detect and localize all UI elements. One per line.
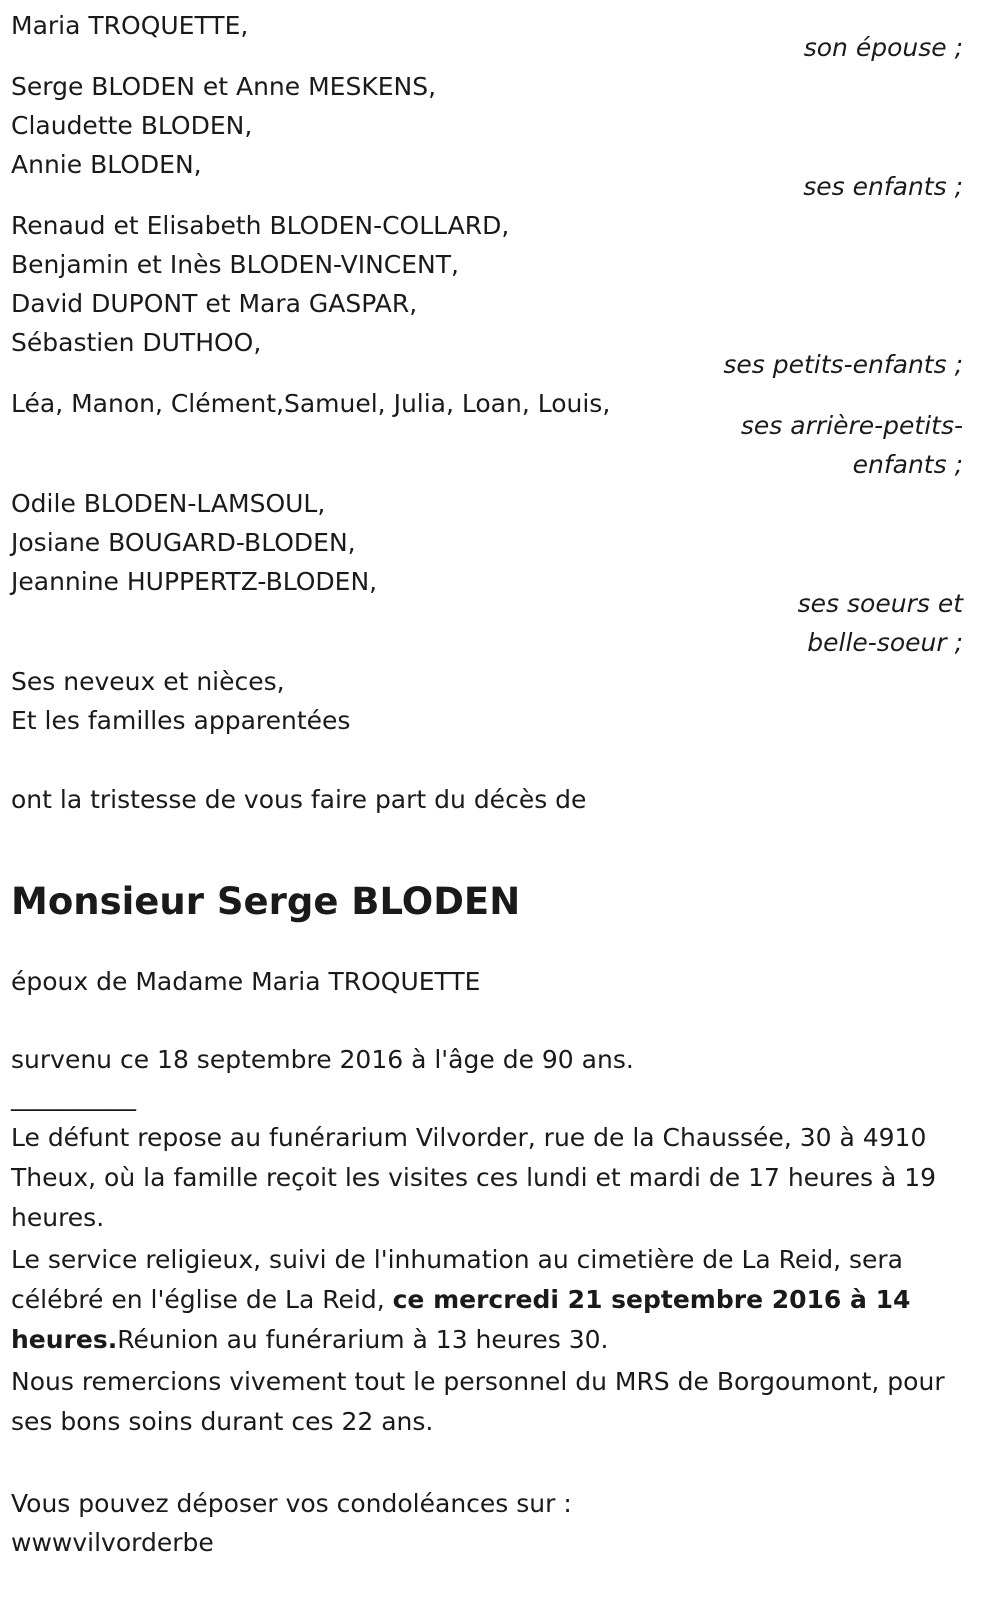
grandchild-name: Sébastien DUTHOO, bbox=[11, 328, 262, 357]
sisters-role-line1: ses soeurs et bbox=[797, 589, 963, 618]
service-paragraph bbox=[11, 1240, 986, 1360]
condolences-label: Vous pouvez déposer vos condoléances sur : bbox=[11, 1489, 572, 1518]
spouse-role: son épouse ; bbox=[803, 33, 963, 62]
spouse-of-text: époux de Madame Maria TROQUETTE bbox=[11, 967, 481, 996]
related-families: Et les familles apparentées bbox=[11, 706, 351, 735]
sister-name: Jeannine HUPPERTZ-BLODEN, bbox=[11, 567, 378, 596]
sister-name: Odile BLODEN-LAMSOUL, bbox=[11, 489, 326, 518]
service-date-bold: ce mercredi 21 septembre 2016 à 14 heures. bbox=[11, 1285, 911, 1354]
website-link[interactable]: wwwvilvorderbe bbox=[11, 1528, 214, 1557]
thanks-paragraph: Nous remercions vivement tout le personnel du MRS de Borgoumont, pour ses bons soins durant ces 22 ans. bbox=[11, 1367, 945, 1436]
death-info: survenu ce 18 septembre 2016 à l'âge de 90 ans. bbox=[11, 1045, 634, 1074]
child-name: Claudette BLODEN, bbox=[11, 111, 253, 140]
grandchild-name: Renaud et Elisabeth BLODEN-COLLARD, bbox=[11, 211, 510, 240]
separator: __________ bbox=[11, 1082, 136, 1111]
child-name: Annie BLODEN, bbox=[11, 150, 202, 179]
nephews-nieces: Ses neveux et nièces, bbox=[11, 667, 285, 696]
service-text-part1: Le service religieux, suivi de l'inhumation au cimetière de La Reid, sera célébré en l'église de La Reid, bbox=[11, 1245, 904, 1314]
grandchild-name: Benjamin et Inès BLODEN-VINCENT, bbox=[11, 250, 459, 279]
children-role: ses enfants ; bbox=[803, 172, 963, 201]
spouse-name: Maria TROQUETTE, bbox=[11, 11, 249, 40]
announcement-text: ont la tristesse de vous faire part du décès de bbox=[11, 785, 587, 814]
grandchild-name: David DUPONT et Mara GASPAR, bbox=[11, 289, 418, 318]
deceased-name: Monsieur Serge BLODEN bbox=[11, 880, 521, 923]
child-name: Serge BLODEN et Anne MESKENS, bbox=[11, 72, 437, 101]
sister-name: Josiane BOUGARD-BLODEN, bbox=[11, 528, 356, 557]
great-grandchildren-names: Léa, Manon, Clément,Samuel, Julia, Loan, Louis, bbox=[11, 389, 611, 418]
sisters-role-line2: belle-soeur ; bbox=[807, 628, 963, 657]
funeral-home-paragraph: Le défunt repose au funérarium Vilvorder, rue de la Chaussée, 30 à 4910 Theux, où la famille reçoit les visites ces lundi et mardi de 17 heures à 19 heures. bbox=[11, 1123, 937, 1232]
service-text-part2: Réunion au funérarium à 13 heures 30. bbox=[117, 1325, 609, 1354]
great-grandchildren-role-line2: enfants ; bbox=[852, 450, 963, 479]
grandchildren-role: ses petits-enfants ; bbox=[723, 350, 963, 379]
great-grandchildren-role-line1: ses arrière-petits- bbox=[740, 411, 963, 440]
